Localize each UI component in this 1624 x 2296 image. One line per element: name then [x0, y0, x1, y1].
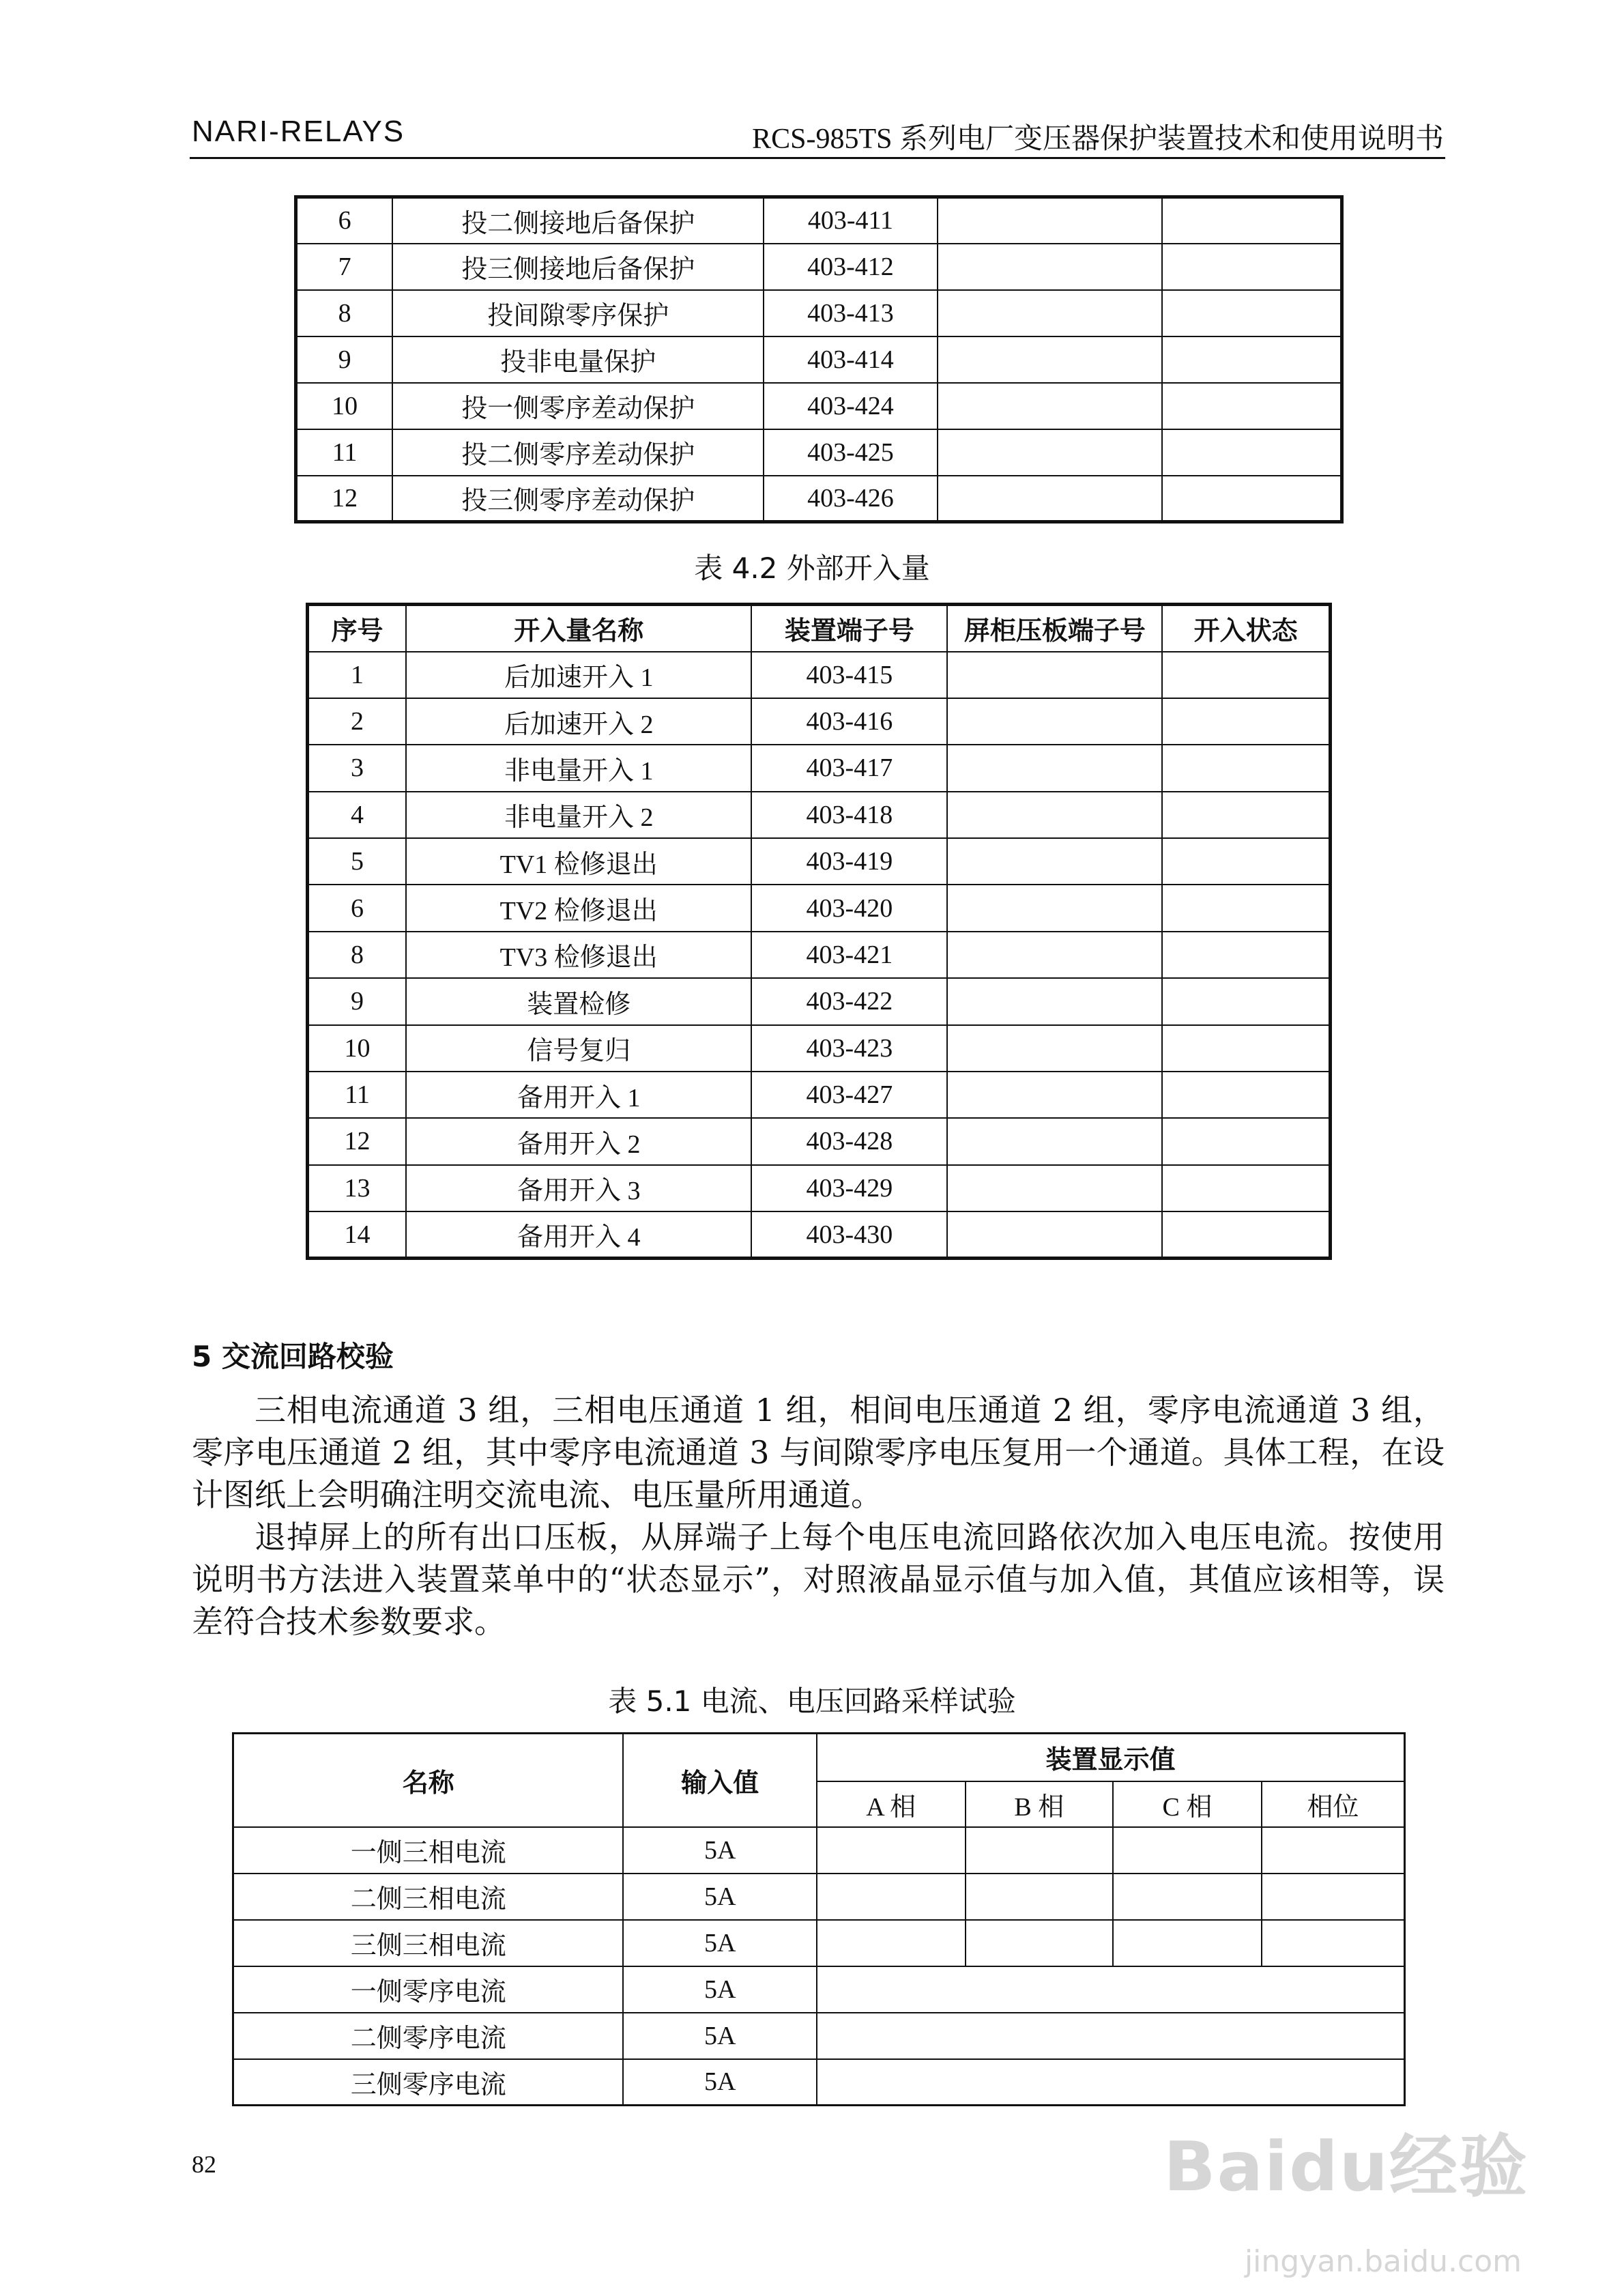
- empty-cell: [1262, 1874, 1405, 1920]
- empty-cell: [1162, 1025, 1330, 1072]
- table-row: [296, 383, 1342, 429]
- empty-cell: [947, 698, 1162, 745]
- table-cell: 1: [308, 652, 407, 698]
- table-row: [233, 1966, 1405, 2013]
- table-row: [233, 2059, 1405, 2106]
- empty-cell: [1262, 1827, 1405, 1874]
- table-row: [308, 1025, 1331, 1072]
- table-row: [308, 1118, 1331, 1164]
- table-cell: 9: [308, 978, 407, 1024]
- empty-cell: [947, 1165, 1162, 1211]
- empty-cell: [947, 1025, 1162, 1072]
- empty-cell: [1113, 1874, 1262, 1920]
- empty-cell: [938, 383, 1163, 429]
- table-cell: 403-428: [751, 1118, 947, 1164]
- table-cell: 信号复归: [406, 1025, 751, 1072]
- empty-cell: [817, 1920, 966, 1966]
- table-cell: 403-420: [751, 885, 947, 931]
- table-cell: 投三侧零序差动保护: [392, 476, 764, 522]
- empty-cell: [1162, 698, 1330, 745]
- table-external-inputs: [306, 603, 1332, 1260]
- table-cell: 13: [308, 1165, 407, 1211]
- col-header: 开入量名称: [406, 605, 751, 652]
- empty-cell: [1113, 1920, 1262, 1966]
- col-header: 屏柜压板端子号: [947, 605, 1162, 652]
- empty-cell: [947, 932, 1162, 978]
- empty-cell: [938, 197, 1163, 244]
- col-header-display: 装置显示值: [817, 1734, 1405, 1781]
- table-row: [296, 290, 1342, 336]
- empty-cell: [947, 1211, 1162, 1259]
- table-cell: TV3 检修退出: [406, 932, 751, 978]
- table-row: [308, 652, 1331, 698]
- table-row: [233, 2013, 1405, 2059]
- table-row: [233, 1874, 1405, 1920]
- table-row: [308, 885, 1331, 931]
- table-cell: 5A: [623, 2013, 817, 2059]
- section-body: [192, 1389, 1445, 1643]
- table-cell: 403-414: [764, 336, 937, 383]
- table-4-2-caption: 表 4.2 外部开入量: [694, 551, 930, 585]
- empty-cell: [947, 792, 1162, 838]
- table-row: [233, 1920, 1405, 1966]
- empty-cell: [966, 1874, 1114, 1920]
- sub-header: 相位: [1262, 1781, 1405, 1827]
- table-cell: 一侧三相电流: [233, 1827, 624, 1874]
- empty-cell: [947, 838, 1162, 885]
- empty-cell: [817, 2059, 1405, 2106]
- table-cell: 10: [308, 1025, 407, 1072]
- table-row: [308, 792, 1331, 838]
- watermark-url: jingyan.baidu.com: [1244, 2244, 1522, 2279]
- table-cell: 403-419: [751, 838, 947, 885]
- table-cell: 5: [308, 838, 407, 885]
- empty-cell: [966, 1920, 1114, 1966]
- table-cell: 403-426: [764, 476, 937, 522]
- table-cell: 403-415: [751, 652, 947, 698]
- table-cell: 11: [308, 1072, 407, 1118]
- empty-cell: [1162, 429, 1342, 476]
- table-protection-switches: [294, 195, 1344, 523]
- table-cell: 12: [296, 476, 393, 522]
- table-sampling-test: [232, 1732, 1406, 2106]
- empty-cell: [1113, 1827, 1262, 1874]
- table-row: [296, 197, 1342, 244]
- empty-cell: [1162, 932, 1330, 978]
- table-cell: 403-423: [751, 1025, 947, 1072]
- table-cell: 8: [296, 290, 393, 336]
- table-cell: 403-430: [751, 1211, 947, 1259]
- empty-cell: [947, 885, 1162, 931]
- table-cell: 二侧零序电流: [233, 2013, 624, 2059]
- sub-header: C 相: [1113, 1781, 1262, 1827]
- empty-cell: [1162, 1211, 1330, 1259]
- empty-cell: [1162, 652, 1330, 698]
- empty-cell: [1162, 290, 1342, 336]
- table-row: [233, 1827, 1405, 1874]
- table-cell: TV2 检修退出: [406, 885, 751, 931]
- table-cell: 6: [296, 197, 393, 244]
- section-heading: 5 交流回路校验: [192, 1340, 394, 1373]
- table-cell: 403-418: [751, 792, 947, 838]
- table-cell: 非电量开入 1: [406, 745, 751, 791]
- table-cell: 403-411: [764, 197, 937, 244]
- table-cell: 装置检修: [406, 978, 751, 1024]
- table-cell: 14: [308, 1211, 407, 1259]
- table-cell: 5A: [623, 2059, 817, 2106]
- table-row: [308, 932, 1331, 978]
- table-cell: 403-424: [764, 383, 937, 429]
- table-row: [308, 838, 1331, 885]
- empty-cell: [1162, 1072, 1330, 1118]
- table-cell: 403-427: [751, 1072, 947, 1118]
- table-cell: 3: [308, 745, 407, 791]
- empty-cell: [1162, 476, 1342, 522]
- table-cell: 403-422: [751, 978, 947, 1024]
- table-cell: 403-416: [751, 698, 947, 745]
- table-cell: TV1 检修退出: [406, 838, 751, 885]
- table-cell: 403-413: [764, 290, 937, 336]
- empty-cell: [938, 476, 1163, 522]
- col-header: 序号: [308, 605, 407, 652]
- empty-cell: [1162, 1165, 1330, 1211]
- empty-cell: [1162, 383, 1342, 429]
- table-cell: 9: [296, 336, 393, 383]
- table-cell: 8: [308, 932, 407, 978]
- table-cell: 二侧三相电流: [233, 1874, 624, 1920]
- table-row: [296, 244, 1342, 290]
- table-cell: 5A: [623, 1827, 817, 1874]
- empty-cell: [1162, 885, 1330, 931]
- table-cell: 投间隙零序保护: [392, 290, 764, 336]
- table-row: [308, 978, 1331, 1024]
- empty-cell: [1162, 197, 1342, 244]
- header-left: NARI-RELAYS: [192, 115, 405, 148]
- empty-cell: [1162, 1118, 1330, 1164]
- table-cell: 7: [296, 244, 393, 290]
- empty-cell: [817, 1827, 966, 1874]
- empty-cell: [947, 652, 1162, 698]
- sub-header: B 相: [966, 1781, 1114, 1827]
- table-cell: 后加速开入 1: [406, 652, 751, 698]
- empty-cell: [1162, 978, 1330, 1024]
- table-cell: 备用开入 2: [406, 1118, 751, 1164]
- empty-cell: [938, 244, 1163, 290]
- table-cell: 投三侧接地后备保护: [392, 244, 764, 290]
- table-cell: 投非电量保护: [392, 336, 764, 383]
- empty-cell: [1162, 838, 1330, 885]
- table-cell: 12: [308, 1118, 407, 1164]
- col-header: 装置端子号: [751, 605, 947, 652]
- table-cell: 5A: [623, 1874, 817, 1920]
- table-row: [308, 745, 1331, 791]
- empty-cell: [966, 1827, 1114, 1874]
- empty-cell: [1162, 244, 1342, 290]
- empty-cell: [817, 1966, 1405, 2013]
- table-cell: 2: [308, 698, 407, 745]
- table-row: [296, 476, 1342, 522]
- table-cell: 403-417: [751, 745, 947, 791]
- empty-cell: [1162, 336, 1342, 383]
- table-row: [296, 429, 1342, 476]
- table-cell: 备用开入 1: [406, 1072, 751, 1118]
- empty-cell: [1162, 792, 1330, 838]
- table-cell: 5A: [623, 1966, 817, 2013]
- table-cell: 非电量开入 2: [406, 792, 751, 838]
- empty-cell: [817, 1874, 966, 1920]
- paragraph: 退掉屏上的所有出口压板，从屏端子上每个电压电流回路依次加入电压电流。按使用说明书方法进入装置菜单中的“状态显示”，对照液晶显示值与加入值，其值应该相等，误差符合技术参数要求。: [192, 1519, 1445, 1640]
- empty-cell: [938, 429, 1163, 476]
- table-row: [308, 1165, 1331, 1211]
- table-cell: 三侧零序电流: [233, 2059, 624, 2106]
- table-cell: 11: [296, 429, 393, 476]
- header-title: RCS-985TS 系列电厂变压器保护装置技术和使用说明书: [752, 124, 1444, 155]
- col-header-input: 输入值: [623, 1734, 817, 1827]
- table-cell: 投二侧接地后备保护: [392, 197, 764, 244]
- table-cell: 403-429: [751, 1165, 947, 1211]
- col-header: 开入状态: [1162, 605, 1330, 652]
- empty-cell: [947, 745, 1162, 791]
- empty-cell: [947, 1072, 1162, 1118]
- table-cell: 后加速开入 2: [406, 698, 751, 745]
- sub-header: A 相: [817, 1781, 966, 1827]
- empty-cell: [947, 1118, 1162, 1164]
- table-cell: 6: [308, 885, 407, 931]
- table-row: [308, 698, 1331, 745]
- page-number: 82: [192, 2151, 216, 2178]
- table-cell: 5A: [623, 1920, 817, 1966]
- empty-cell: [1162, 745, 1330, 791]
- table-cell: 403-412: [764, 244, 937, 290]
- table-row: [308, 1072, 1331, 1118]
- table-cell: 一侧零序电流: [233, 1966, 624, 2013]
- table-cell: 403-425: [764, 429, 937, 476]
- table-cell: 4: [308, 792, 407, 838]
- empty-cell: [938, 336, 1163, 383]
- table-row: [296, 336, 1342, 383]
- table-cell: 投一侧零序差动保护: [392, 383, 764, 429]
- watermark-logo: Baidu经验: [1163, 2127, 1528, 2207]
- empty-cell: [947, 978, 1162, 1024]
- empty-cell: [817, 2013, 1405, 2059]
- empty-cell: [938, 290, 1163, 336]
- col-header-name: 名称: [233, 1734, 624, 1827]
- table-5-1-caption: 表 5.1 电流、电压回路采样试验: [608, 1684, 1016, 1718]
- table-cell: 三侧三相电流: [233, 1920, 624, 1966]
- empty-cell: [1262, 1920, 1405, 1966]
- table-cell: 备用开入 3: [406, 1165, 751, 1211]
- table-row: [308, 1211, 1331, 1259]
- header-divider: [190, 157, 1445, 159]
- paragraph: 三相电流通道 3 组，三相电压通道 1 组，相间电压通道 2 组，零序电流通道 3 组，零序电压通道 2 组，其中零序电流通道 3 与间隙零序电压复用一个通道。具体工程，在设计图纸上会明确注明交流电流、电压量所用通道。: [192, 1392, 1445, 1513]
- table-cell: 403-421: [751, 932, 947, 978]
- table-cell: 备用开入 4: [406, 1211, 751, 1259]
- table-cell: 10: [296, 383, 393, 429]
- table-cell: 投二侧零序差动保护: [392, 429, 764, 476]
